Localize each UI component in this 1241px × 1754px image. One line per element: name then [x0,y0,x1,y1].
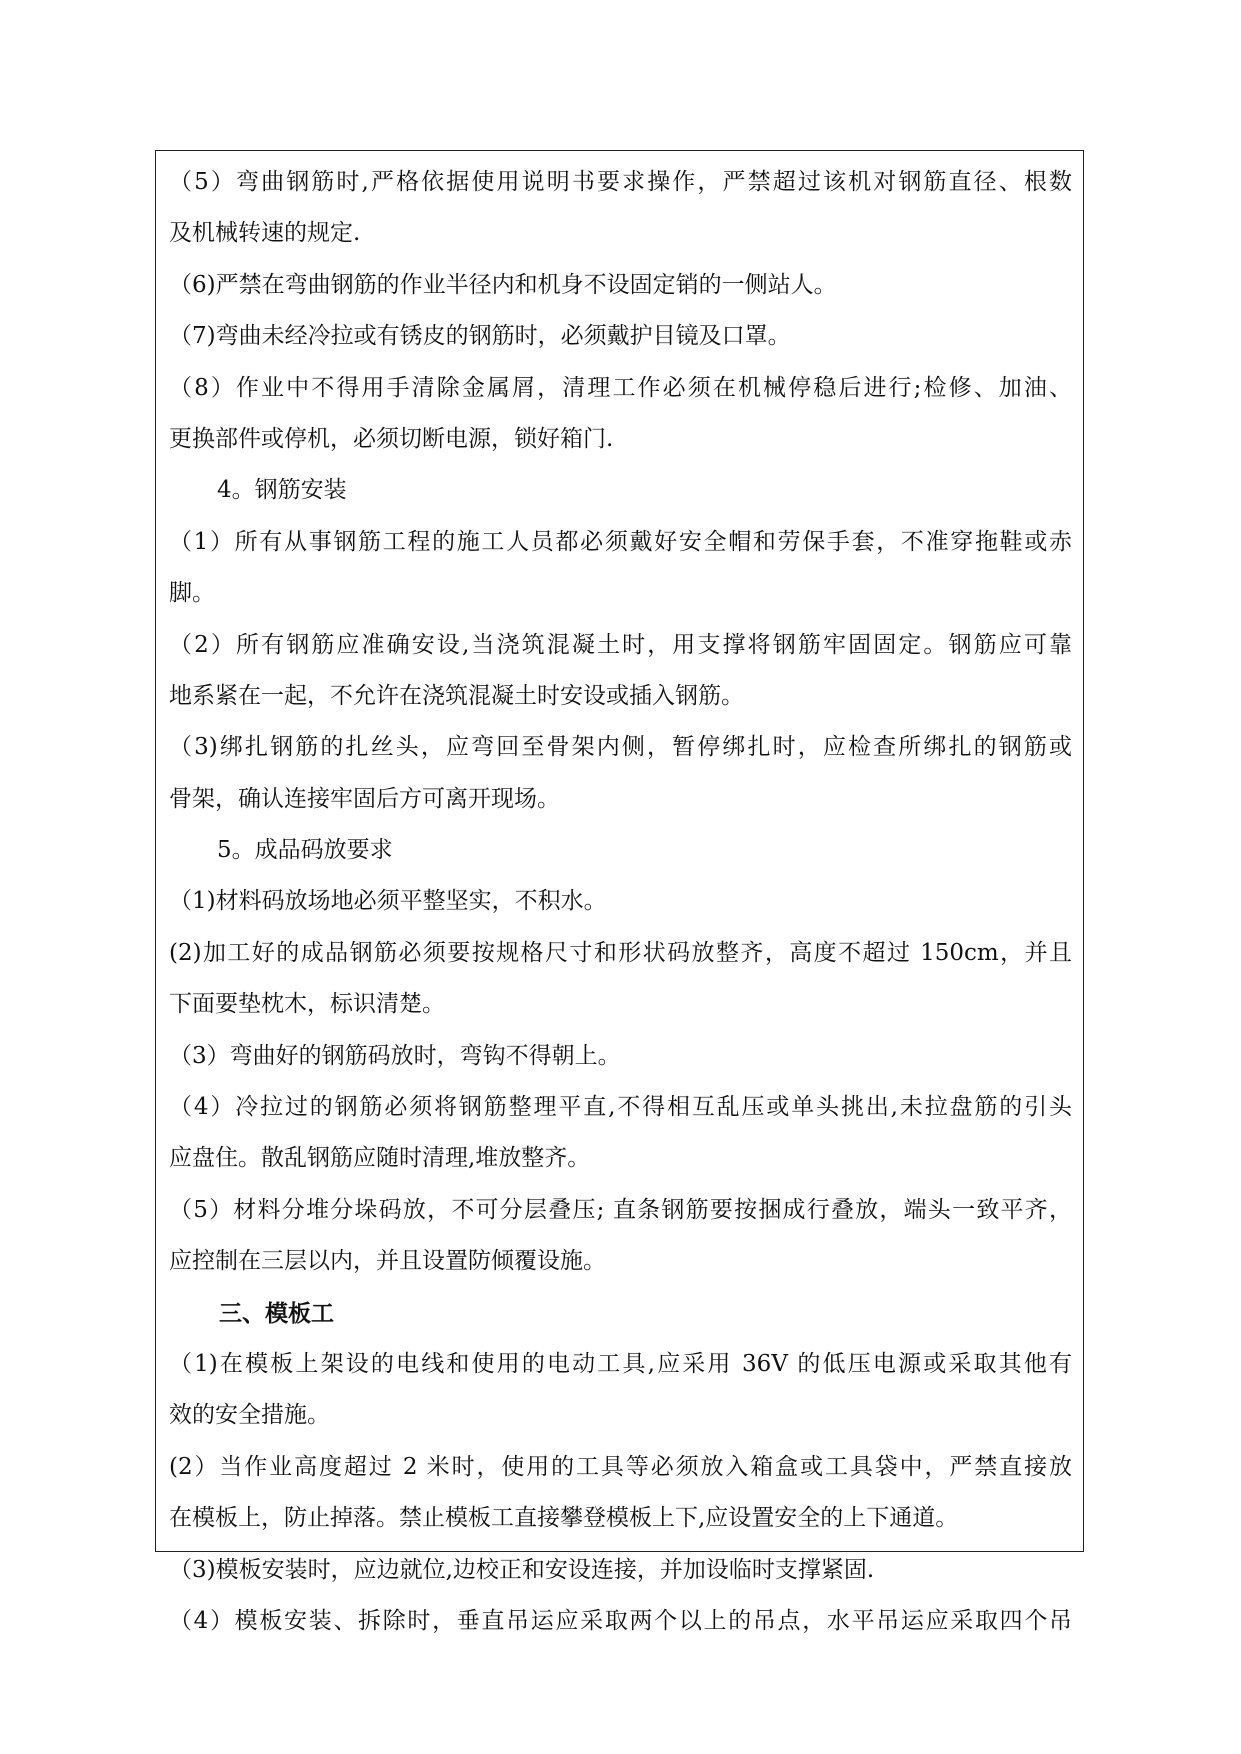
paragraph-line: 应盘住。散乱钢筋应随时清理,堆放整齐。 [169,1145,591,1172]
paragraph-line: 效的安全措施。 [169,1402,330,1429]
paragraph-line: 下面要垫枕木，标识清楚。 [169,991,445,1018]
document-frame [155,150,1084,1634]
paragraph-line: （1)在模板上架设的电线和使用的电动工具,应采用 36V 的低压电源或采取其他有 [169,1350,1072,1377]
paragraph-line: 骨架，确认连接牢固后方可离开现场。 [169,785,560,812]
paragraph-line: （2）所有钢筋应准确安设,当浇筑混凝土时，用支撑将钢筋牢固固定。钢筋应可靠 [169,631,1072,658]
paragraph-line: 及机械转速的规定. [169,220,361,247]
paragraph-line: （8）作业中不得用手清除金属屑，清理工作必须在机械停稳后进行;检修、加油、 [169,374,1072,401]
paragraph-line: （3）弯曲好的钢筋码放时，弯钩不得朝上。 [169,1042,621,1069]
paragraph-line: （3)模板安装时，应边就位,边校正和安设连接，并加设临时支撑紧固. [169,1556,875,1583]
paragraph-line: （3)绑扎钢筋的扎丝头，应弯回至骨架内侧，暂停绑扎时，应检查所绑扎的钢筋或 [169,734,1072,761]
paragraph-line: 应控制在三层以内，并且设置防倾覆设施。 [169,1248,606,1275]
paragraph-line: 脚。 [169,580,215,607]
paragraph-line: (2)加工好的成品钢筋必须要按规格尺寸和形状码放整齐，高度不超过 150cm，并且 [169,939,1072,966]
paragraph-line: （4）冷拉过的钢筋必须将钢筋整理平直,不得相互乱压或单头挑出,未拉盘筋的引头 [169,1094,1072,1121]
paragraph-line: （6)严禁在弯曲钢筋的作业半径内和机身不设固定销的一侧站人。 [169,271,837,298]
paragraph-line: （4）模板安装、拆除时，垂直吊运应采取两个以上的吊点，水平吊运应采取四个吊 [169,1607,1072,1634]
chapter-heading: 三、模板工 [219,1299,334,1327]
section-heading: 5。成品码放要求 [217,837,393,864]
document-body [169,157,1072,1647]
paragraph-line: （5）弯曲钢筋时,严格依据使用说明书要求操作，严禁超过该机对钢筋直径、根数 [169,169,1072,195]
section-heading: 4。钢筋安装 [217,477,347,504]
paragraph-line: （1)材料码放场地必须平整坚实，不积水。 [169,888,607,915]
paragraph-line: 更换部件或停机，必须切断电源，锁好箱门. [169,425,614,452]
paragraph-line: 在模板上，防止掉落。禁止模板工直接攀登模板上下,应设置安全的上下通道。 [169,1505,959,1532]
paragraph-line: 地系紧在一起，不允许在浇筑混凝土时安设或插入钢筋。 [169,682,744,709]
paragraph-line: （1）所有从事钢筋工程的施工人员都必须戴好安全帽和劳保手套，不准穿拖鞋或赤 [169,528,1072,555]
paragraph-line: (2）当作业高度超过 2 米时，使用的工具等必须放入箱盒或工具袋中，严禁直接放 [169,1453,1072,1480]
paragraph-line: （7)弯曲未经冷拉或有锈皮的钢筋时，必须戴护目镜及口罩。 [169,323,791,350]
paragraph-line: （5）材料分堆分垛码放，不可分层叠压; 直条钢筋要按捆成行叠放，端头一致平齐， [169,1196,1072,1223]
